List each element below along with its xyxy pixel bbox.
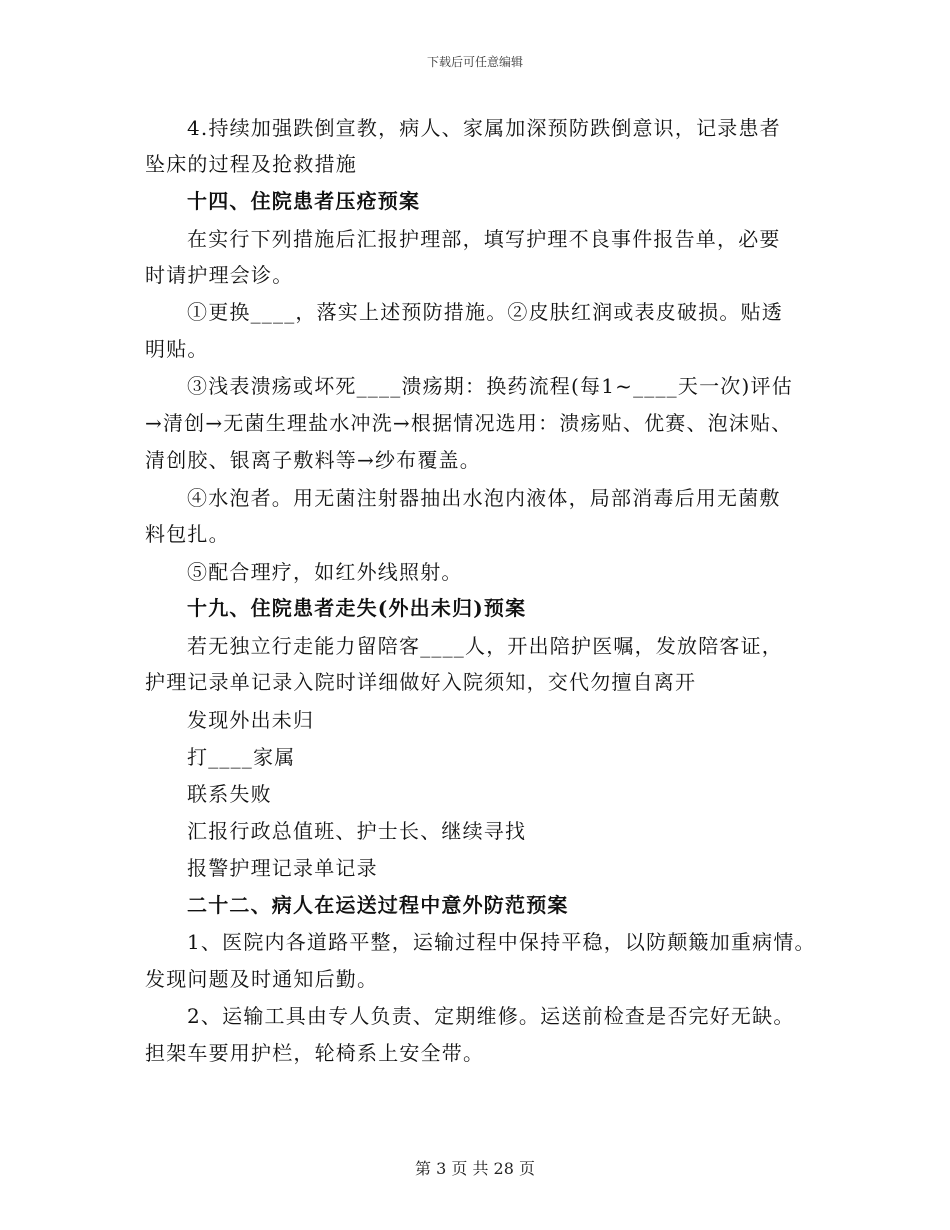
body-line: 坠床的过程及抢救措施: [145, 152, 357, 176]
body-line: 明贴。: [145, 337, 209, 361]
body-line: 汇报行政总值班、护士长、继续寻找: [187, 819, 527, 843]
body-line: 联系失败: [187, 782, 272, 806]
section-heading: 二十二、病人在运送过程中意外防范预案: [187, 893, 569, 917]
section-heading: 十九、住院患者走失(外出未归)预案: [187, 596, 527, 620]
body-line: 时请护理会诊。: [145, 263, 294, 287]
body-line: 担架车要用护栏，轮椅系上安全带。: [145, 1041, 485, 1065]
body-line: 护理记录单记录入院时详细做好入院须知，交代勿擅自离开: [145, 670, 697, 694]
body-line: 报警护理记录单记录: [187, 856, 378, 880]
body-line: 料包扎。: [145, 522, 230, 546]
page-header: 下载后可任意编辑: [426, 55, 523, 69]
body-line: 打____家属: [187, 745, 296, 769]
body-line: 4.持续加强跌倒宣教，病人、家属加深预防跌倒意识，记录患者: [187, 116, 781, 140]
body-line: 发现外出未归: [187, 708, 315, 732]
body-line: 2、运输工具由专人负责、定期维修。运送前检查是否完好无缺。: [187, 1004, 795, 1028]
body-line: 1、医院内各道路平整，运输过程中保持平稳，以防颠簸加重病情。: [187, 930, 816, 954]
body-line: ④水泡者。用无菌注射器抽出水泡内液体，局部消毒后用无菌敷: [187, 486, 781, 510]
body-line: 发现问题及时通知后勤。: [145, 967, 379, 991]
body-line: ⑤配合理疗，如红外线照射。: [187, 560, 463, 584]
body-line: 在实行下列措施后汇报护理部，填写护理不良事件报告单，必要: [187, 227, 781, 251]
body-line: 若无独立行走能力留陪客____人，开出陪护医嘱，发放陪客证，: [187, 634, 783, 658]
page-footer: 第 3 页 共 28 页: [415, 1159, 535, 1178]
section-heading: 十四、住院患者压疮预案: [187, 189, 421, 213]
body-line: ③浅表溃疡或坏死____溃疡期：换药流程(每1~____天一次)评估: [187, 374, 793, 398]
body-line: →清创→无菌生理盐水冲洗→根据情况选用：溃疡贴、优赛、泡沫贴、: [145, 411, 793, 435]
body-line: 清创胶、银离子敷料等→纱布覆盖。: [145, 448, 481, 472]
body-line: ①更换____，落实上述预防措施。②皮肤红润或表皮破损。贴透: [187, 300, 783, 324]
